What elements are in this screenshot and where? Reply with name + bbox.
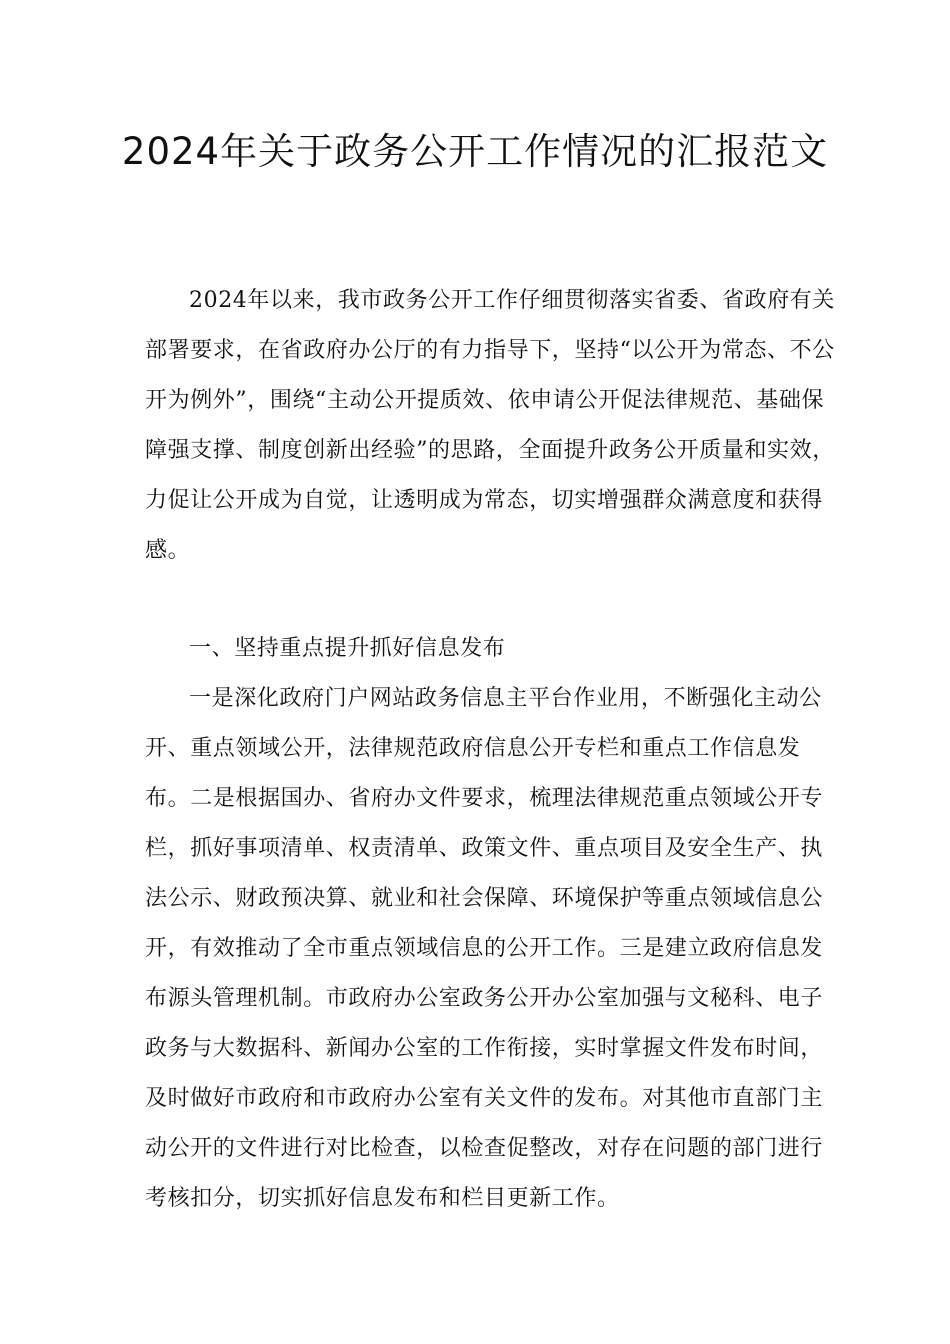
section-heading: 一、坚持重点提升抓好信息发布 [189, 636, 506, 661]
section-paragraph: 一是深化政府门户网站政务信息主平台作业用，不断强化主动公开、重点领域公开，法律规范政府信息公开专栏和重点工作信息发布。二是根据国办、省府办文件要求，梳理法律规范重点领域公开专栏，抓好事项清单、权责清单、政策文件、重点项目及安全生产、执法公示、财政预决算、就业和社会保障、环境保护等重点领域信息公开，有效推动了全市重点领域信息的公开工作。三是建立政府信息发布源头管理机制。市政府办公室政务公开办公室加强与文秘科、电子政务与大数据科、新闻办公室的工作衔接，实时掌握文件发布时间，及时做好市政府和市政府办公室有关文件的发布。对其他市直部门主动公开的文件进行对比检查，以检查促整改，对存在问题的部门进行考核扣分，切实抓好信息发布和栏目更新工作。 [145, 686, 824, 1211]
intro-paragraph: 2024年以来，我市政务公开工作仔细贯彻落实省委、省政府有关部署要求，在省政府办公厅的有力指导下，坚持“以公开为常态、不公开为例外”，围绕“主动公开提质效、依申请公开促法律规范、基础保障强支撑、制度创新出经验”的思路，全面提升政务公开质量和实效，力促让公开成为自觉，让透明成为常态，切实增强群众满意度和获得感。 [145, 288, 835, 563]
document-title: 2024年关于政务公开工作情况的汇报范文 [121, 130, 829, 173]
